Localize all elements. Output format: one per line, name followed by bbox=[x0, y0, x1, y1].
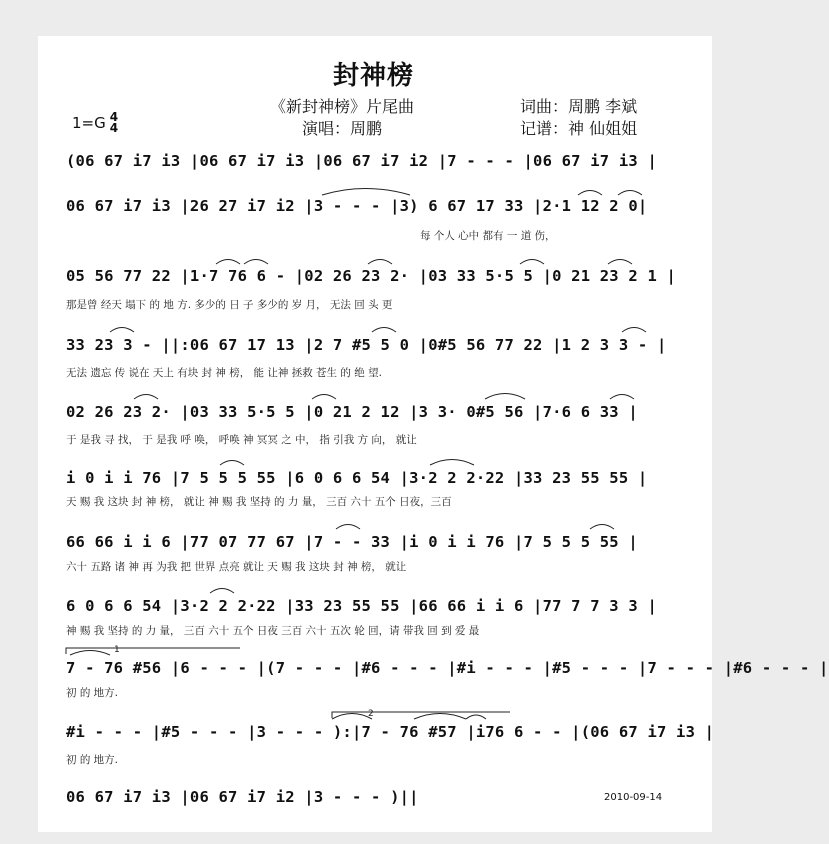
time-sig-bottom: 4 bbox=[109, 121, 119, 135]
svg-text:2: 2 bbox=[368, 709, 374, 719]
score-line-10: #i - - - |#5 - - - |3 - - - ):|7 - 76 #57 |i76 6 - - |(06 67 i7 i3 | bbox=[66, 723, 715, 741]
score-line-1: (06 67 i7 i3 |06 67 i7 i3 |06 67 i7 i2 |7 - - - |06 67 i7 i3 | bbox=[66, 152, 657, 170]
lyric-line-2: 每 个人 心中 都有 一 道 伤， bbox=[420, 230, 556, 242]
lyric-line-10: 初 的 地方. bbox=[66, 754, 119, 766]
date-stamp: 2010-09-14 bbox=[604, 792, 663, 803]
song-title: 封神榜 bbox=[332, 61, 414, 91]
score-line-2: 06 67 i7 i3 |26 27 i7 i2 |3 - - - |3) 6 67 17 33 |2·1 12 2 0| bbox=[66, 197, 648, 215]
time-sig-top: 4 bbox=[109, 110, 119, 124]
score-line-3: 05 56 77 22 |1·7 76 6 - |02 26 23 2· |03 33 5·5 5 |0 21 23 2 1 | bbox=[66, 267, 677, 285]
score-line-11: 06 67 i7 i3 |06 67 i7 i2 |3 - - - )|| bbox=[66, 788, 419, 806]
score-line-7: 66 66 i i 6 |77 07 77 67 |7 - - 33 |i 0 i i 76 |7 5 5 5 55 | bbox=[66, 533, 638, 551]
time-signature bbox=[110, 112, 118, 134]
key-signature bbox=[72, 112, 118, 134]
score-line-8: 6 0 6 6 54 |3·2 2 2·22 |33 23 55 55 |66 66 i i 6 |77 7 7 3 3 | bbox=[66, 597, 657, 615]
subtitle: 《新封神榜》片尾曲 bbox=[270, 97, 415, 116]
composers: 词曲：周鹏 李斌 bbox=[520, 97, 638, 116]
svg-text:1: 1 bbox=[114, 645, 120, 655]
lyric-line-7: 六十 五路 诸 神 再 为我 把 世界 点亮 就让 天 赐 我 这块 封 神 榜， 就让 bbox=[66, 561, 407, 573]
score-line-6: i 0 i i 76 |7 5 5 5 55 |6 0 6 6 54 |3·2 2 2·22 |33 23 55 55 | bbox=[66, 469, 648, 487]
singer: 演唱：周鹏 bbox=[302, 119, 383, 138]
lyric-line-4: 无法 遗忘 传 说在 天上 有块 封 神 榜， 能 让神 拯救 苍生 的 绝 望. bbox=[66, 367, 382, 379]
key-label: 1=G bbox=[72, 114, 106, 132]
score-line-9: 7 - 76 #56 |6 - - - |(7 - - - |#6 - - - |#i - - - |#5 - - - |7 - - - |#6 - - - | bbox=[66, 659, 829, 677]
score-line-5: 02 26 23 2· |03 33 5·5 5 |0 21 2 12 |3 3· 0#5 56 |7·6 6 33 | bbox=[66, 403, 638, 421]
lyric-line-9: 初 的 地方. bbox=[66, 687, 119, 699]
lyric-line-3: 那是曾 经天 塌下 的 地 方. 多少的 日 子 多少的 岁 月， 无法 回 头 更 bbox=[66, 299, 393, 311]
lyric-line-8: 神 赐 我 坚持 的 力 量， 三百 六十 五个 日夜 三百 六十 五次 轮 回，请 带我 回 到 爱 最 bbox=[66, 625, 480, 637]
lyric-line-5: 于 是我 寻 找， 于 是我 呼 唤， 呼唤 神 冥冥 之 中， 指 引我 方 向， 就让 bbox=[66, 434, 417, 446]
score-line-4: 33 23 3 - ||:06 67 17 13 |2 7 #5 5 0 |0#5 56 77 22 |1 2 3 3 - | bbox=[66, 336, 667, 354]
lyric-line-6: 天 赐 我 这块 封 神 榜， 就让 神 赐 我 坚持 的 力 量， 三百 六十 五个 日夜，三百 bbox=[66, 496, 452, 508]
transcriber: 记谱：神 仙姐姐 bbox=[520, 119, 638, 138]
